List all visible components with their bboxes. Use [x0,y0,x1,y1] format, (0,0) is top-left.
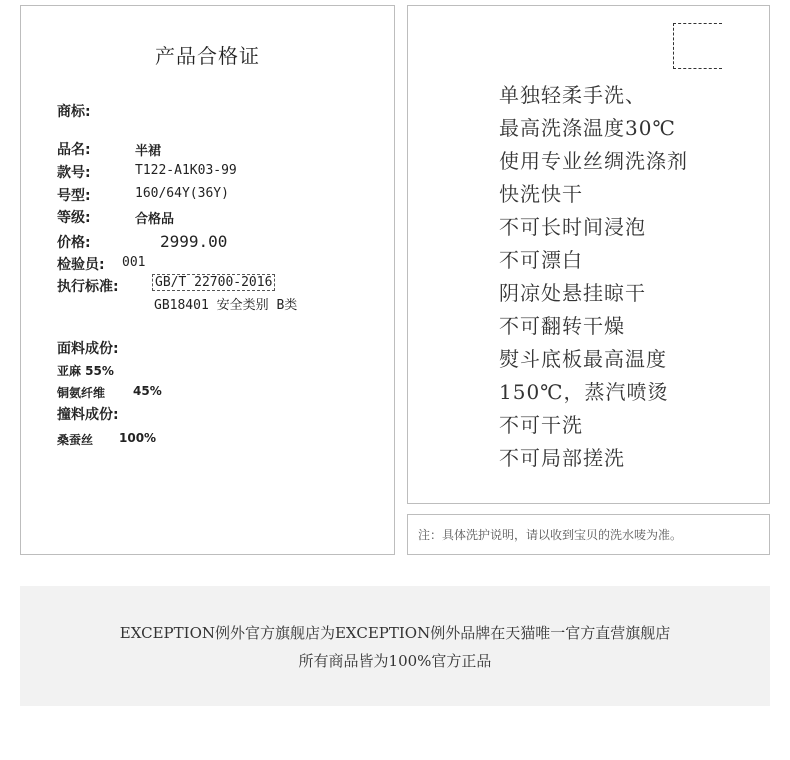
certificate-title: 产品合格证 [155,44,260,68]
care-item: 使用专业丝绸洗涤剂 [499,149,688,173]
care-item: 不可漂白 [499,248,583,272]
grade-label: 等级: [57,210,91,226]
standard-value-1: GB/T 22700-2016 [152,274,275,291]
care-instructions-list [499,79,688,475]
style-number-value: T122-A1K03-99 [135,163,237,178]
care-item: 最高洗涤温度30℃ [499,116,676,140]
fabric-label: 面料成份: [57,341,119,357]
product-name-label: 品名: [57,142,91,158]
inspector-label: 检验员: [57,257,105,273]
trim-item-1-pct: 100% [119,431,157,445]
product-name-value: 半裙 [135,144,162,159]
care-note-box [407,514,770,555]
care-label-card [407,5,770,504]
size-value: 160/64Y(36Y) [135,186,229,201]
store-banner [20,586,770,706]
care-item: 阴凉处悬挂晾干 [499,281,646,305]
trim-item-1-name: 桑蚕丝 [57,433,94,447]
style-number-label: 款号: [57,165,91,181]
fabric-item-1: 亚麻 55% [57,364,114,378]
fabric-item-2-pct: 45% [133,384,162,398]
inspector-value: 001 [122,255,146,270]
grade-value: 合格品 [135,212,175,227]
care-item: 150℃，蒸汽喷烫 [499,380,669,404]
banner-line-2: 所有商品皆为100%官方正品 [298,652,492,670]
care-note-text: 注：具体洗护说明，请以收到宝贝的洗水唛为准。 [418,528,683,542]
care-item: 不可翻转干燥 [499,314,625,338]
size-label: 号型: [57,188,91,204]
care-item: 单独轻柔手洗、 [499,83,646,107]
stamp-box [673,23,722,69]
certificate-card [20,5,395,555]
trim-label: 撞料成份: [57,407,119,423]
standard-label: 执行标准: [57,279,119,295]
trademark-label: 商标: [57,104,91,120]
care-item: 不可局部搓洗 [499,446,625,470]
fabric-item-2-name: 铜氨纤维 [57,386,106,400]
care-item: 熨斗底板最高温度 [499,347,667,371]
standard-value-2: GB18401 安全类别 B类 [154,298,298,313]
care-item: 不可干洗 [499,413,583,437]
care-item: 快洗快干 [499,182,583,206]
price-value: 2999.00 [160,232,228,251]
price-label: 价格: [57,235,91,251]
care-item: 不可长时间浸泡 [499,215,646,239]
banner-line-1: EXCEPTION例外官方旗舰店为EXCEPTION例外品牌在天猫唯一官方直营旗舰店 [119,624,671,642]
